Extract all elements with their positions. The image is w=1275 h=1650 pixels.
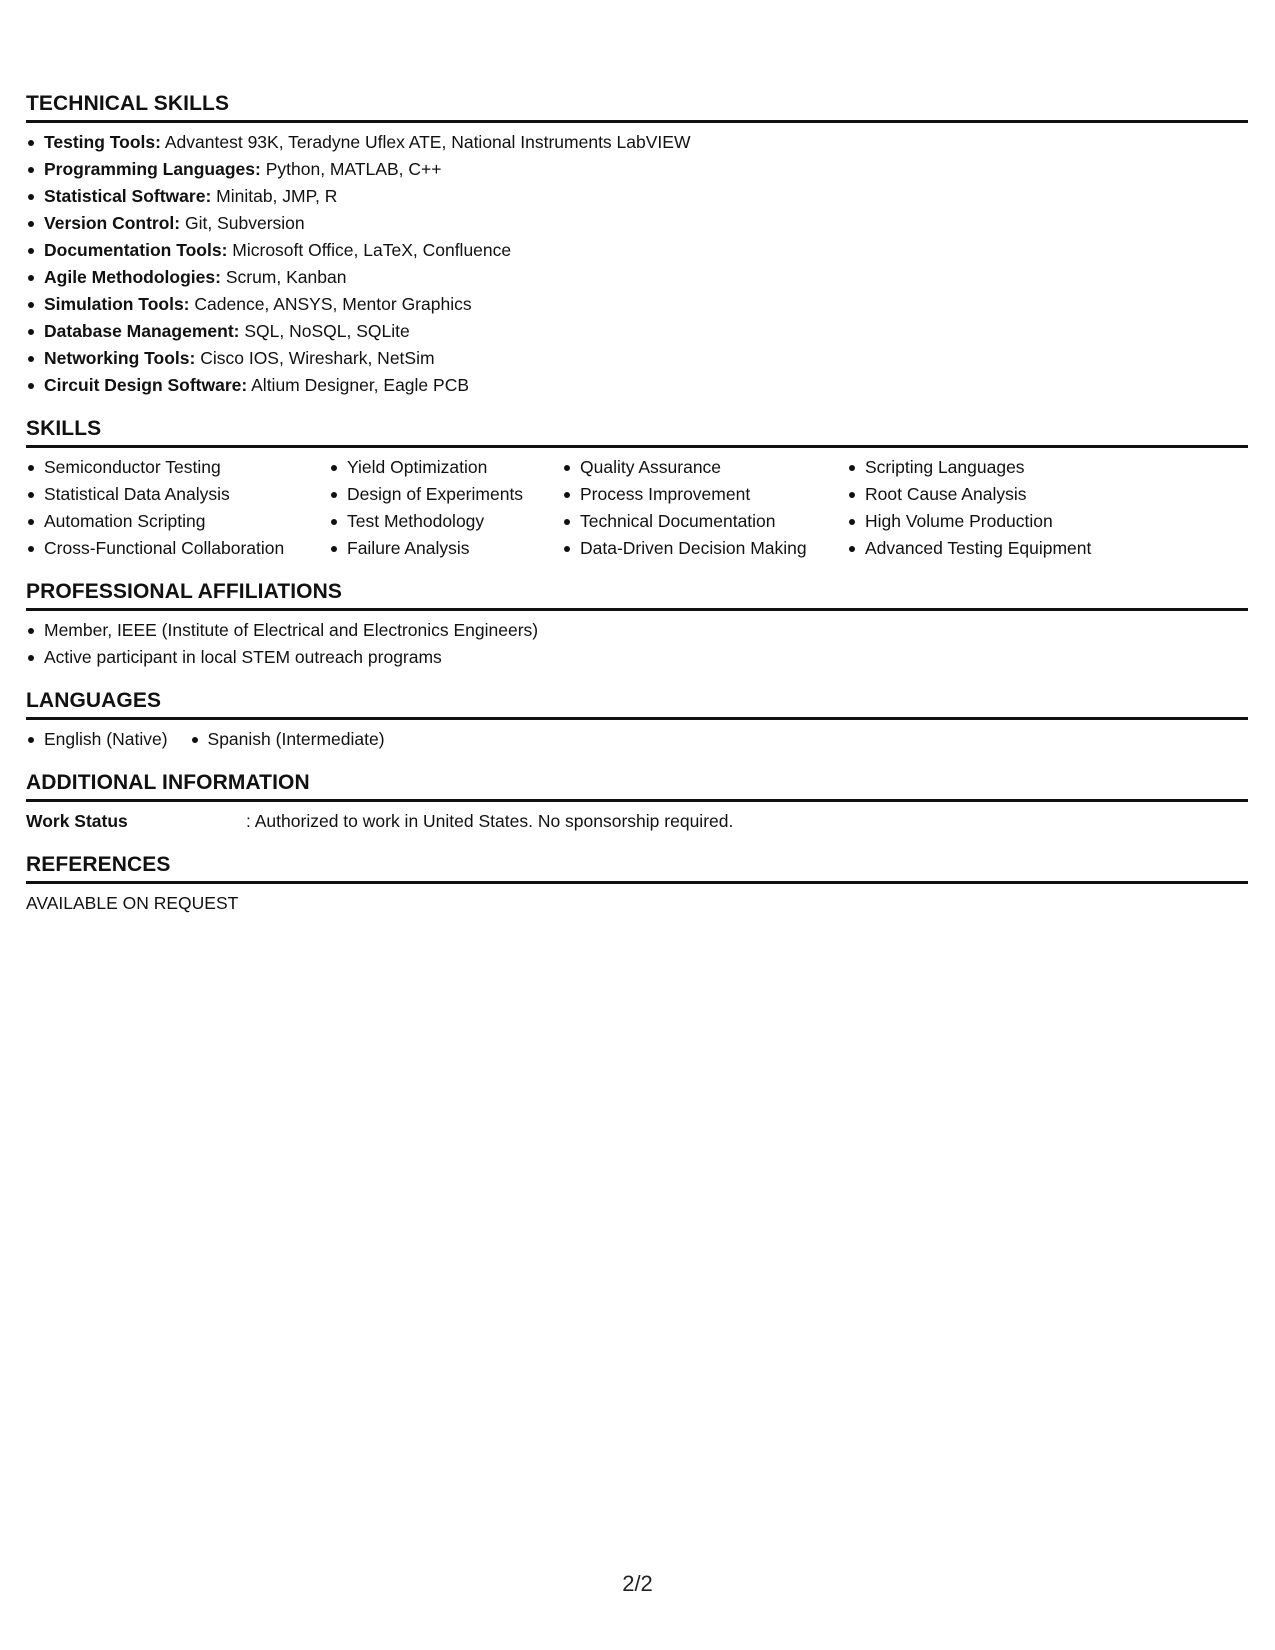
- list-item: Circuit Design Software: Altium Designer, Eagle PCB: [26, 372, 1248, 399]
- resume-page: [26, 92, 1248, 935]
- list-item: Semiconductor Testing: [26, 454, 329, 481]
- list-item: Agile Methodologies: Scrum, Kanban: [26, 264, 1248, 291]
- skills-column-4: [847, 454, 1127, 562]
- list-item: Root Cause Analysis: [847, 481, 1127, 508]
- list-item: Networking Tools: Cisco IOS, Wireshark, NetSim: [26, 345, 1248, 372]
- page-number: 2/2: [622, 1571, 653, 1596]
- list-item: Yield Optimization: [329, 454, 562, 481]
- list-item: Simulation Tools: Cadence, ANSYS, Mentor Graphics: [26, 291, 1248, 318]
- list-item: Version Control: Git, Subversion: [26, 210, 1248, 237]
- list-item: Scripting Languages: [847, 454, 1127, 481]
- list-item: Advanced Testing Equipment: [847, 535, 1127, 562]
- list-item: Process Improvement: [562, 481, 847, 508]
- references-text: AVAILABLE ON REQUEST: [26, 893, 239, 913]
- list-item: Active participant in local STEM outreach programs: [26, 644, 1248, 671]
- list-item: Quality Assurance: [562, 454, 847, 481]
- work-status-label: Work Status: [26, 811, 128, 831]
- technical-skills-section: [26, 92, 1248, 399]
- references-section: [26, 853, 1248, 917]
- technical-skills-heading: TECHNICAL SKILLS: [26, 92, 1248, 123]
- additional-info-section: [26, 771, 1248, 835]
- list-item: Documentation Tools: Microsoft Office, LaTeX, Confluence: [26, 237, 1248, 264]
- list-item: Testing Tools: Advantest 93K, Teradyne Uflex ATE, National Instruments LabVIEW: [26, 129, 1248, 156]
- skills-column-3: [562, 454, 847, 562]
- additional-info-heading: ADDITIONAL INFORMATION: [26, 771, 1248, 802]
- languages-section: [26, 689, 1248, 753]
- skills-column-1: [26, 454, 329, 562]
- skills-grid: [26, 454, 1248, 562]
- skills-section: [26, 417, 1248, 562]
- list-item: Design of Experiments: [329, 481, 562, 508]
- list-item: Statistical Software: Minitab, JMP, R: [26, 183, 1248, 210]
- work-status-row: [26, 808, 1248, 835]
- list-item: Member, IEEE (Institute of Electrical and Electronics Engineers): [26, 617, 1248, 644]
- list-item: Failure Analysis: [329, 535, 562, 562]
- affiliations-heading: PROFESSIONAL AFFILIATIONS: [26, 580, 1248, 611]
- list-item: Spanish (Intermediate): [190, 726, 385, 753]
- list-item: English (Native): [26, 726, 168, 753]
- list-item: Statistical Data Analysis: [26, 481, 329, 508]
- list-item: Programming Languages: Python, MATLAB, C++: [26, 156, 1248, 183]
- list-item: High Volume Production: [847, 508, 1127, 535]
- references-heading: REFERENCES: [26, 853, 1248, 884]
- list-item: Technical Documentation: [562, 508, 847, 535]
- list-item: Automation Scripting: [26, 508, 329, 535]
- list-item: Database Management: SQL, NoSQL, SQLite: [26, 318, 1248, 345]
- list-item: Test Methodology: [329, 508, 562, 535]
- skills-column-2: [329, 454, 562, 562]
- technical-skills-list: [26, 129, 1248, 399]
- list-item: Cross-Functional Collaboration: [26, 535, 329, 562]
- affiliations-list: [26, 617, 1248, 671]
- work-status-value: : Authorized to work in United States. No sponsorship required.: [246, 811, 734, 831]
- languages-heading: LANGUAGES: [26, 689, 1248, 720]
- list-item: Data-Driven Decision Making: [562, 535, 847, 562]
- languages-list: [26, 726, 1248, 753]
- affiliations-section: [26, 580, 1248, 671]
- skills-heading: SKILLS: [26, 417, 1248, 448]
